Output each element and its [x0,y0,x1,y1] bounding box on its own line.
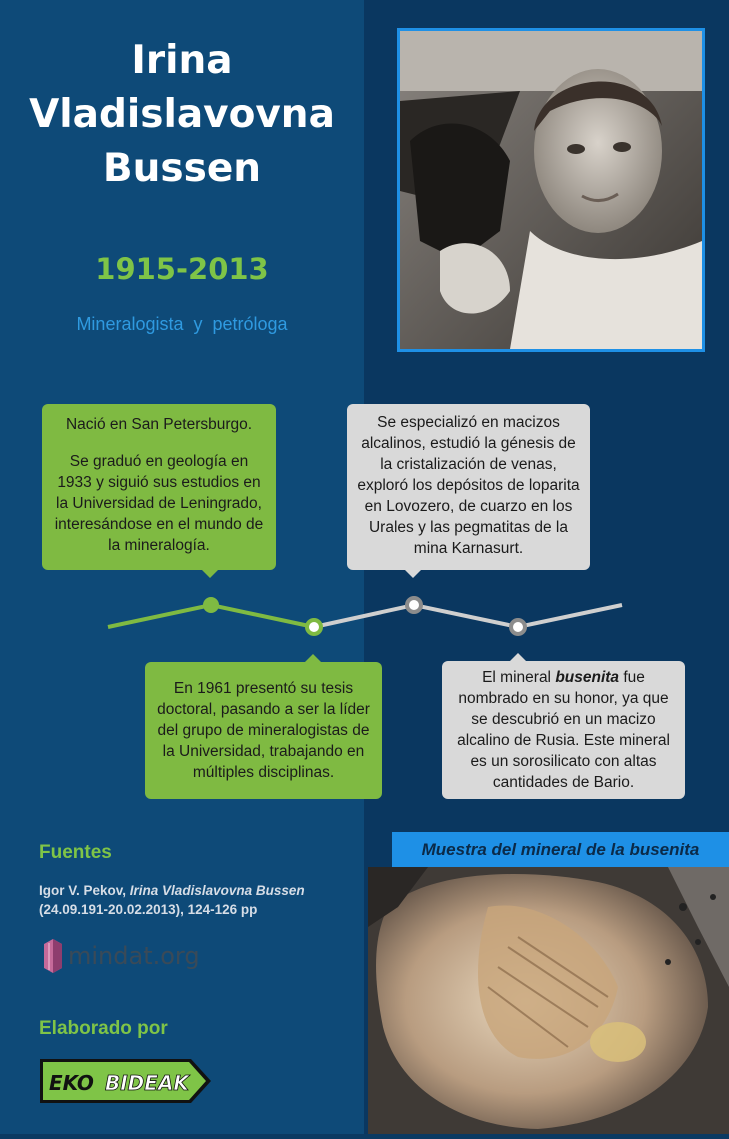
name-line-1: Irina [131,38,233,83]
sources-heading: Fuentes [39,842,112,863]
timeline-event-specialization [347,404,590,570]
credits-heading: Elaborado por [39,1018,168,1039]
ekobideak-logo[interactable] [39,1058,213,1109]
timeline-segment-gray [314,605,622,627]
mindat-text: mindat.org [68,942,200,970]
ref-details: (24.09.191-20.02.2013), 124-126 pp [39,902,258,917]
mindat-logo[interactable] [42,936,200,976]
logo-bideak: BIDEAK [105,1071,189,1095]
timeline-event-thesis [145,662,382,799]
mineral-text-pre: El mineral [482,669,556,686]
event-thesis-text: En 1961 presentó su tesis doctoral, pasando a ser la líder del grupo de mineralogistas de la Universidad, trabajando en múltiples disciplinas. [157,680,370,781]
ref-title: Irina Vladislavovna Bussen [129,883,305,898]
name-line-3: Bussen [102,146,262,191]
mineral-sample-photo [368,867,729,1139]
event-mineral-text [452,667,675,793]
timeline-event-birth [42,404,276,570]
source-reference [39,881,339,919]
timeline-dot-3 [407,598,421,612]
logo-eko: EKO [49,1071,94,1095]
event-graduation-text: Se graduó en geología en 1933 y siguió sus estudios en la Universidad de Leningrado, interesándose en el mundo de la mineralogía. [54,453,264,554]
sample-caption: Muestra del mineral de la busenita [392,832,729,867]
timeline-line [0,580,729,650]
timeline-dot-1 [203,597,219,613]
timeline-event-mineral [442,661,685,799]
name-line-2: Vladislavovna [29,92,335,137]
event-birth-text: Nació en San Petersburgo. [65,416,253,433]
profession: Mineralogista y petróloga [76,314,288,334]
portrait-photo [397,28,705,352]
crystal-icon [42,938,64,974]
person-name [0,34,364,196]
ref-author: Igor V. Pekov, [39,883,130,898]
life-years: 1915-2013 [95,252,269,286]
timeline-dot-4 [511,620,525,634]
mineral-text-post: fue nombrado en su honor, ya que se descubrió en un macizo alcalino de Rusia. Este mineral es un sorosilicato con altas cantidades de Bario. [457,669,670,791]
event-specialization-text: Se especializó en macizos alcalinos, estudió la génesis de la cristalización de venas, exploró los depósitos de loparita en Lovozero, de cuarzo en los Urales y las pegmatitas de la mina Karnasurt. [357,414,580,557]
mineral-name: busenita [555,669,620,686]
timeline-dot-2 [307,620,321,634]
